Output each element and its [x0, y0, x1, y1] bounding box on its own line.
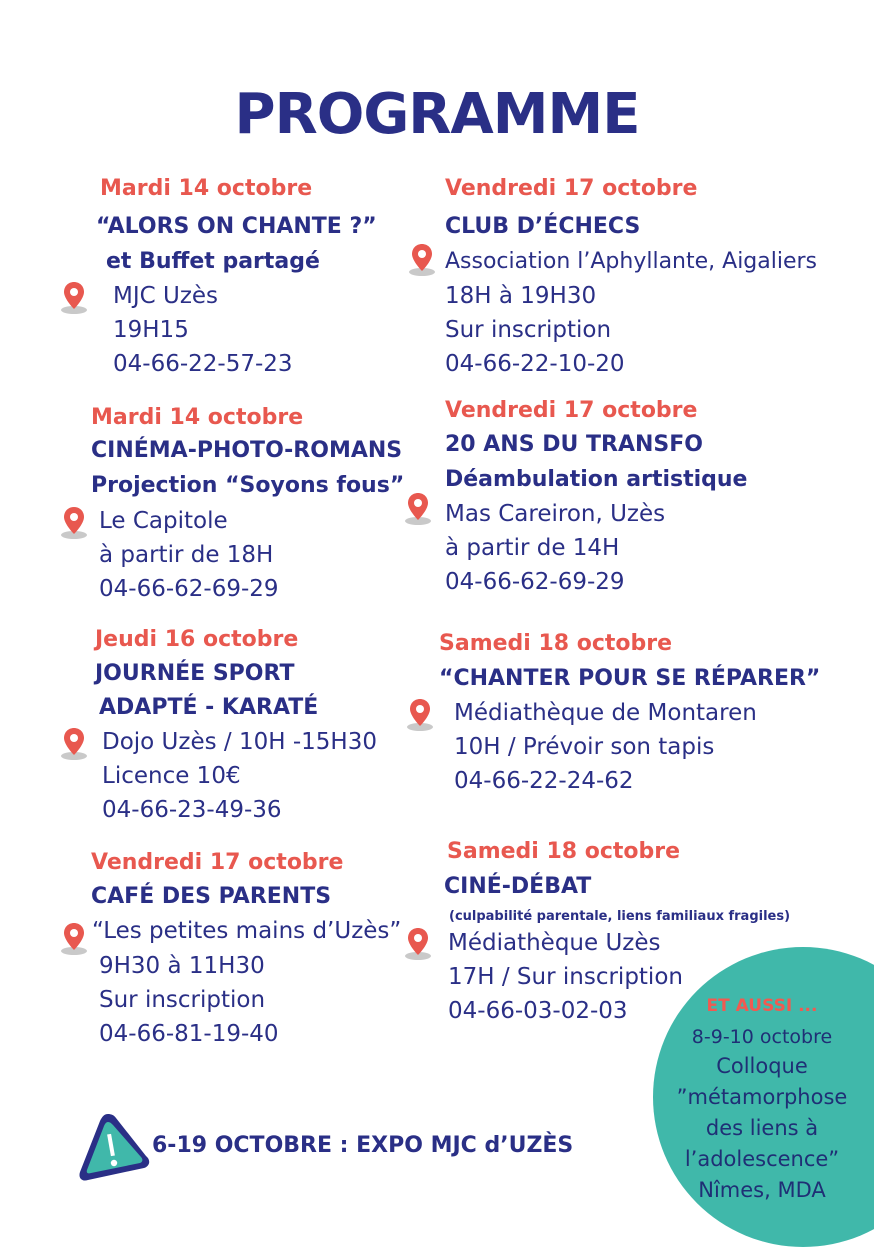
event-title: “ALORS ON CHANTE ?” [96, 214, 377, 239]
location-pin-icon [403, 490, 433, 526]
warning-icon [74, 1110, 152, 1186]
event-title: CINÉMA-PHOTO-ROMANS [91, 438, 403, 463]
event-registration: Sur inscription [99, 987, 266, 1013]
location-pin-icon [59, 725, 89, 761]
event-phone: 04-66-23-49-36 [102, 797, 282, 823]
event-time: à partir de 14H [445, 535, 620, 561]
location-pin-icon [59, 920, 89, 956]
event-subtitle: (culpabilité parentale, liens familiaux fragiles) [449, 909, 791, 924]
event-location: Médiathèque Uzès [448, 930, 661, 956]
event-phone: 04-66-22-10-20 [445, 351, 625, 377]
event-date: Vendredi 17 octobre [445, 398, 698, 423]
event-time: 10H / Prévoir son tapis [454, 734, 715, 760]
event-date: Jeudi 16 octobre [95, 627, 299, 652]
et-aussi-content [672, 996, 852, 1206]
location-pin-icon [407, 241, 437, 277]
event-location: Association l’Aphyllante, Aigaliers [445, 249, 818, 274]
event-registration: Sur inscription [445, 317, 612, 343]
event-location: Médiathèque de Montaren [454, 700, 757, 726]
et-aussi-line: Nîmes, MDA [698, 1178, 826, 1202]
event-time: 17H / Sur inscription [448, 964, 683, 990]
event-phone: 04-66-22-24-62 [454, 768, 634, 794]
event-title: 20 ANS DU TRANSFO [445, 432, 703, 457]
et-aussi-line: 8-9-10 octobre [691, 1026, 833, 1048]
location-pin-icon [59, 279, 89, 315]
et-aussi-line: l’adolescence” [684, 1147, 840, 1171]
event-time: 9H30 à 11H30 [99, 953, 265, 979]
event-phone: 04-66-81-19-40 [99, 1021, 279, 1047]
event-phone: 04-66-62-69-29 [445, 569, 625, 595]
location-pin-icon [403, 925, 433, 961]
event-location: Dojo Uzès / 10H -15H30 [102, 729, 377, 755]
et-aussi-title: ET AUSSI ... [706, 996, 818, 1016]
event-phone: 04-66-22-57-23 [113, 351, 293, 377]
event-phone: 04-66-62-69-29 [99, 576, 279, 602]
event-location: “Les petites mains d’Uzès” [92, 918, 402, 944]
expo-banner: 6-19 OCTOBRE : EXPO MJC d’UZÈS [152, 1133, 574, 1158]
et-aussi-line: des liens à [705, 1116, 819, 1140]
event-location: Mas Careiron, Uzès [445, 501, 666, 527]
event-title: “CHANTER POUR SE RÉPARER” [439, 666, 821, 691]
event-time: à partir de 18H [99, 542, 274, 568]
location-pin-icon [59, 504, 89, 540]
event-subtitle: Projection “Soyons fous” [91, 473, 405, 498]
event-date: Vendredi 17 octobre [445, 176, 698, 201]
event-subtitle: ADAPTÉ - KARATÉ [99, 695, 319, 720]
event-date: Samedi 18 octobre [447, 839, 681, 864]
event-location: Le Capitole [99, 508, 228, 534]
page-title: PROGRAMME [234, 82, 640, 147]
event-location: MJC Uzès [113, 283, 219, 309]
event-title: JOURNÉE SPORT [95, 661, 295, 686]
event-license: Licence 10€ [102, 763, 241, 789]
event-time: 19H15 [113, 317, 189, 343]
event-date: Mardi 14 octobre [100, 176, 313, 201]
et-aussi-line: ”métamorphose [676, 1085, 848, 1109]
event-title: CLUB D’ÉCHECS [445, 214, 641, 239]
event-date: Samedi 18 octobre [439, 631, 673, 656]
event-time: 18H à 19H30 [445, 283, 597, 309]
event-date: Mardi 14 octobre [91, 405, 304, 430]
event-phone: 04-66-03-02-03 [448, 998, 628, 1024]
event-title: CAFÉ DES PARENTS [91, 884, 332, 909]
event-date: Vendredi 17 octobre [91, 850, 344, 875]
event-subtitle: Déambulation artistique [445, 467, 748, 492]
event-title: CINÉ-DÉBAT [444, 874, 592, 899]
location-pin-icon [405, 696, 435, 732]
et-aussi-line: Colloque [716, 1054, 808, 1078]
event-subtitle: et Buffet partagé [106, 249, 320, 274]
